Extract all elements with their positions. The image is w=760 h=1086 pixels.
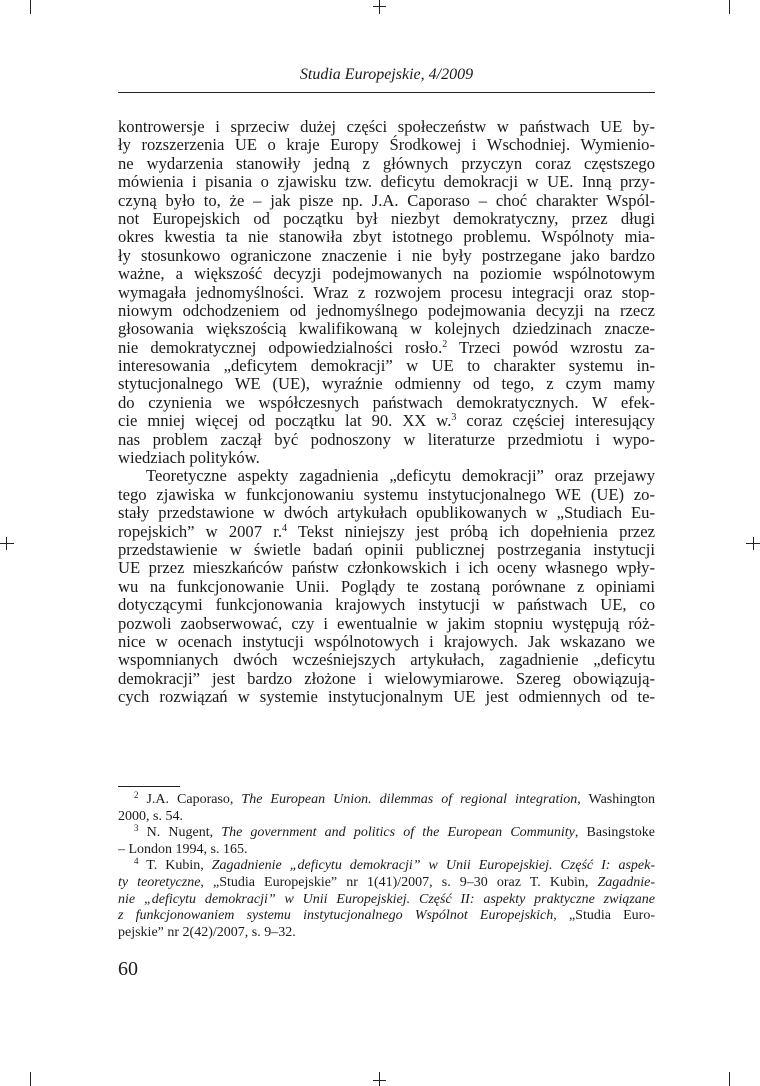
text-run: demokracji” jest bardzo złożone i wielowymiarowe. Szereg obowiązują- [118, 668, 655, 688]
crop-mark [373, 6, 386, 7]
body-line [118, 651, 655, 669]
running-header: Studia Europejskie, 4/2009 [299, 66, 474, 83]
text-run: pozwoli zaobserwować, czy i ewentualnie w jakim stopniu występują róż- [118, 613, 655, 633]
text-run: kontrowersje i sprzeciw dużej części społeczeństw w państwach UE by- [118, 117, 655, 136]
crop-mark [379, 0, 380, 14]
text-run: Zagadnienie „deficytu demokracji” w Unii Europejskiej. Część I: aspek- [211, 858, 655, 874]
body-line [118, 302, 655, 320]
body-line [118, 118, 655, 136]
body-line [118, 523, 655, 541]
text-run: coraz częściej interesujący [456, 411, 655, 431]
text-run: interesowania „deficytem demokracji” w UE to charakter systemu in- [118, 356, 655, 376]
body-line [118, 633, 655, 651]
text-run: stały przedstawione w dwóch artykułach opublikowanych w „Studiach Eu- [118, 503, 655, 523]
body-line [118, 467, 655, 485]
footnote-rule [118, 786, 180, 787]
text-run: ne wydarzenia stanowiły jedną z głównych przyczyn coraz częstszego [118, 153, 655, 173]
body-line [118, 486, 655, 504]
footnote-line [118, 892, 655, 909]
body-line [118, 541, 655, 559]
text-run: , „Studia Europejskie” nr 1(41)/2007, s. 9–30 oraz T. Kubin, [200, 874, 598, 890]
body-line [118, 357, 655, 375]
text-run: ropejskich” w 2007 r. [118, 521, 282, 541]
text-run: Teoretyczne aspekty zagadnienia „deficytu demokracji” oraz przejawy [146, 466, 655, 486]
text-run: , Washington [577, 792, 656, 807]
footnotes [118, 792, 655, 941]
body-line [118, 559, 655, 577]
text-run: mówienia i pisania o zjawisku tzw. deficytu demokracji w UE. Inną przy- [118, 172, 655, 192]
crop-mark [30, 0, 31, 14]
footnote-line [118, 842, 655, 859]
body-line [118, 339, 655, 357]
text-run: wu na funkcjonowanie Unii. Poglądy te zostaną porównane z opiniami [118, 576, 655, 596]
text-run: The government and politics of the European Community [221, 825, 575, 841]
body-line [118, 504, 655, 522]
crop-mark [729, 0, 730, 14]
text-run: czyną było to, że – jak pisze np. J.A. Caporaso – choć charakter Wspól- [118, 190, 655, 210]
footnote-ref: 4 [134, 856, 139, 867]
crop-mark [0, 543, 14, 544]
text-run: niowym odchodzeniem od jednomyślnego podejmowania decyzji na rzecz [118, 300, 655, 320]
body-line [118, 688, 655, 706]
body-line [118, 431, 655, 449]
body-line [118, 265, 655, 283]
text-run: nie demokratycznej odpowiedzialności rosło. [118, 337, 443, 357]
body-line [118, 670, 655, 688]
text-run: okres kwestia ta nie stanowiła zbyt istotnego problemu. Wspólnoty mia- [118, 227, 655, 247]
text-run: , Basingstoke [574, 825, 655, 841]
text-run: ważne, a większość decyzji podejmowanych na poziomie wspólnotowym [118, 264, 655, 284]
text-run: pejskie” nr 2(42)/2007, s. 9–32. [118, 924, 296, 940]
body-line [118, 192, 655, 210]
crop-mark [373, 1080, 386, 1081]
text-run: ty teoretyczne [118, 874, 201, 890]
text-run: not Europejskich od początku był niezbyt demokratyczny, przez długi [118, 208, 655, 228]
text-run: tego zjawiska w funkcjonowaniu systemu instytucjonalnego WE (UE) zo- [118, 484, 655, 504]
text-run: głosowania większością kwalifikowaną w kolejnych dziedzinach znacze- [118, 319, 655, 339]
crop-mark [30, 1072, 31, 1086]
body-line [118, 375, 655, 393]
text-run: dotyczącymi funkcjonowania krajowych instytucji w państwach UE, co [118, 595, 655, 615]
footnote-line [118, 809, 655, 826]
crop-mark [753, 537, 754, 550]
body-line [118, 578, 655, 596]
text-run: wymagała jednomyślności. Wraz z rozwojem procesu integracji oraz stop- [118, 282, 655, 302]
text-run: N. Nugent, [138, 825, 222, 841]
page-number: 60 [118, 958, 138, 980]
text-run: przedstawienie w świetle badań opinii publicznej postrzegania instytucji [118, 539, 655, 559]
footnote-ref: 2 [442, 338, 448, 350]
text-run: stytucjonalnego WE (UE), wyraźnie odmienny od tego, z czym mamy [118, 374, 655, 394]
text-run: wspomnianych dwóch wcześniejszych artykułach, zagadnienie „deficytu [118, 650, 655, 670]
footnote-line [118, 908, 655, 925]
text-run: ły stosunkowo ograniczone znaczenie i nie były postrzegane jako bardzo [118, 245, 655, 265]
body-line [118, 210, 655, 228]
footnote-line [118, 792, 655, 809]
text-run: J.A. Caporaso, [138, 792, 242, 807]
text-run: , „Studia Euro- [553, 908, 655, 924]
body-line [118, 412, 655, 430]
text-run: nice w ocenach instytucji wspólnotowych i krajowych. Jak wskazano we [118, 631, 655, 651]
footnote-line [118, 875, 655, 892]
footnote-ref: 3 [134, 823, 139, 834]
footnote-ref: 2 [134, 790, 139, 800]
body-line [118, 596, 655, 614]
footnote-ref: 4 [281, 522, 287, 534]
text-run: z funkcjonowaniem systemu instytucjonalnego Wspólnot Europejskich [118, 908, 554, 924]
crop-mark [379, 1072, 380, 1086]
body-line [118, 173, 655, 191]
text-run: 2000, s. 54. [118, 808, 183, 824]
body-line [118, 284, 655, 302]
body-line [118, 320, 655, 338]
body-line [118, 228, 655, 246]
footnote-ref: 3 [451, 412, 457, 424]
text-run: nie „deficytu demokracji” w Unii Europejskiej. Część II: aspekty praktyczne związane [118, 891, 655, 907]
crop-mark [729, 1072, 730, 1086]
body-line [118, 394, 655, 412]
text-run: wiedziach polityków. [118, 448, 260, 468]
body-line [118, 247, 655, 265]
body-line [118, 136, 655, 154]
text-run: UE przez mieszkańców państw członkowskich i ich oceny własnego wpły- [118, 558, 655, 578]
body-text [118, 118, 655, 707]
text-run: Trzeci powód wzrostu za- [447, 337, 655, 357]
text-run: do czynienia we współczesnych państwach demokratycznych. W efek- [118, 392, 655, 412]
footnote-line [118, 825, 655, 842]
text-run: The European Union. dilemmas of regional integration [241, 792, 578, 807]
footnote-line [118, 858, 655, 875]
crop-mark [6, 537, 7, 550]
text-run: cych rozwiązań w systemie instytucjonalnym UE jest odmiennych od te- [118, 687, 655, 707]
text-run: T. Kubin, [138, 858, 212, 874]
body-line [118, 155, 655, 173]
text-run: ły rozszerzenia UE o kraje Europy Środkowej i Wschodniej. Wymienio- [118, 135, 655, 155]
footnote-line [118, 925, 655, 942]
text-run: – London 1994, s. 165. [118, 841, 248, 857]
body-line [118, 615, 655, 633]
body-line [118, 449, 655, 467]
text-run: nas problem zaczął być podnoszony w literaturze przedmiotu i wypo- [118, 429, 655, 449]
text-run: cie mniej więcej od początku lat 90. XX w. [118, 411, 452, 431]
text-run: Zagadnie- [597, 874, 655, 890]
header-rule [118, 92, 655, 93]
text-run: Tekst niniejszy jest próbą ich dopełnienia przez [286, 521, 655, 541]
